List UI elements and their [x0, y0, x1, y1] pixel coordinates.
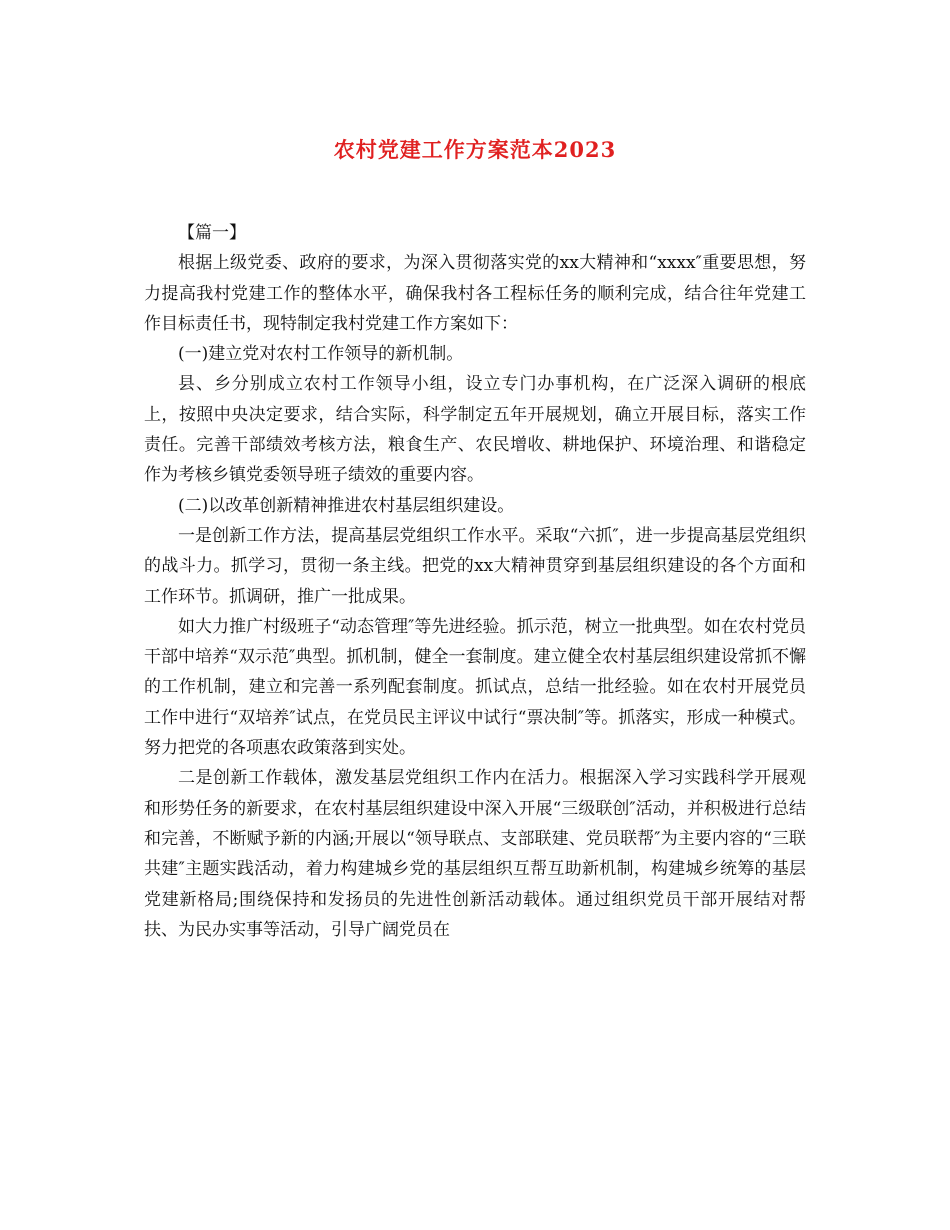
body-paragraph: 如大力推广村级班子“动态管理″等先进经验。抓示范，树立一批典型。如在农村党员干部中培养“双示范″典型。抓机制，健全一套制度。建立健全农村基层组织建设常抓不懈的工作机制，建立和完善一系列配套制度。抓试点，总结一批经验。如在农村开展党员工作中进行“双培养″试点，在党员民主评议中试行“票决制″等。抓落实，形成一种模式。努力把党的各项惠农政策落到实处。	[144, 616, 806, 759]
subsection-heading: (二)以改革创新精神推进农村基层组织建设。	[178, 495, 515, 516]
document-title: 农村党建工作方案范本2023	[333, 137, 617, 162]
document-body	[144, 218, 806, 945]
body-paragraph: 二是创新工作载体，激发基层党组织工作内在活力。根据深入学习实践科学开展观和形势任务的新要求，在农村基层组织建设中深入开展“三级联创″活动，并积极进行总结和完善，不断赋予新的内涵;开展以“领导联点、支部联建、党员联帮″为主要内容的“三联共建″主题实践活动，着力构建城乡党的基层组织互帮互助新机制，构建城乡统筹的基层党建新格局;围绕保持和发扬员的先进性创新活动载体。通过组织党员干部开展结对帮扶、为民办实事等活动，引导广阔党员在	[144, 768, 806, 940]
body-paragraph: 根据上级党委、政府的要求，为深入贯彻落实党的xx大精神和“xxxx″重要思想，努力提高我村党建工作的整体水平，确保我村各工程标任务的顺利完成，结合往年党建工作目标责任书，现特制定我村党建工作方案如下：	[144, 253, 806, 334]
body-paragraph: 县、乡分别成立农村工作领导小组，设立专门办事机构，在广泛深入调研的根底上，按照中央决定要求，结合实际，科学制定五年开展规划，确立开展目标，落实工作责任。完善干部绩效考核方法，粮食生产、农民增收、耕地保护、环境治理、和谐稳定作为考核乡镇党委领导班子绩效的重要内容。	[144, 374, 806, 486]
section-heading: 【篇一】	[178, 223, 246, 243]
body-paragraph: 一是创新工作方法，提高基层党组织工作水平。采取“六抓″，进一步提高基层党组织的战斗力。抓学习，贯彻一条主线。把党的xx大精神贯穿到基层组织建设的各个方面和工作环节。抓调研，推广一批成果。	[144, 525, 806, 607]
subsection-heading: (一)建立党对农村工作领导的新机制。	[178, 344, 464, 365]
